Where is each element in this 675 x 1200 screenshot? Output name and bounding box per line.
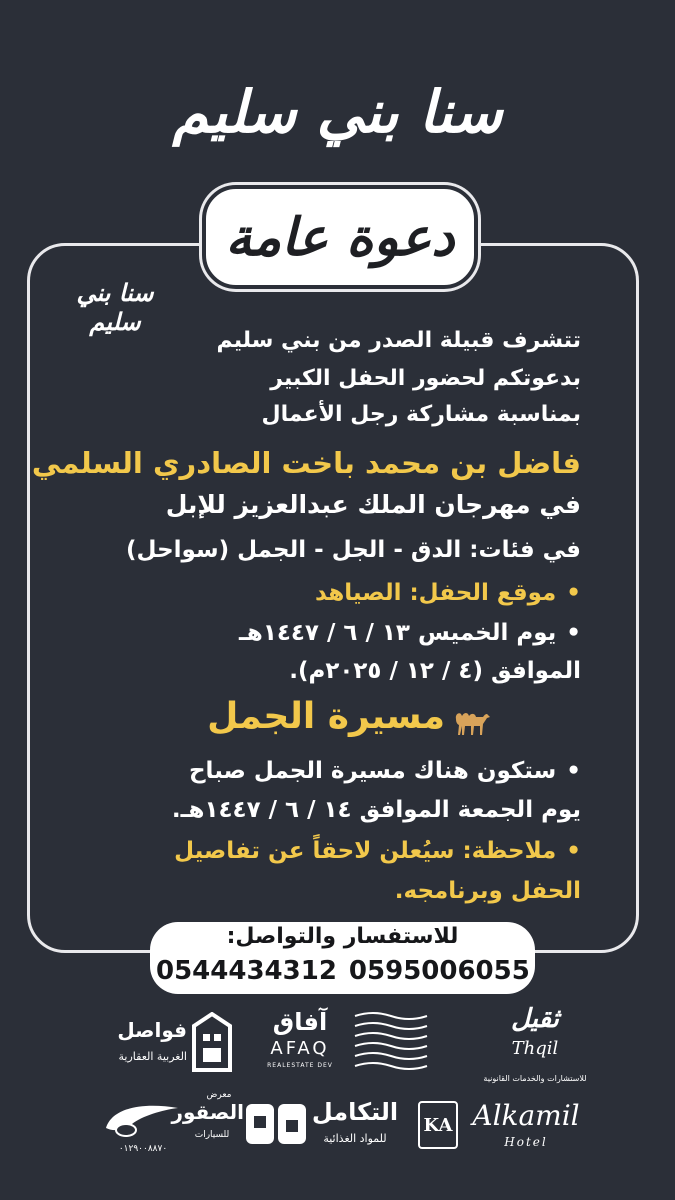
contact-label: للاستفسار والتواصل: xyxy=(226,924,459,949)
march-title: مسيرة الجمل xyxy=(207,696,445,737)
saqour-logo xyxy=(98,1090,248,1162)
tribe-calligraphy: سنا بني سليم xyxy=(172,78,503,146)
phone-number-1[interactable]: 0595006055 xyxy=(348,956,530,986)
intro-line-2: بدعوتكم لحضور الحفل الكبير xyxy=(270,366,581,391)
bullet-marker: • xyxy=(566,620,581,646)
small-calligraphy: سنا بني سليم xyxy=(76,278,154,336)
takamul-name: التكامل xyxy=(311,1098,399,1126)
note-line-2: الحفل وبرنامجه. xyxy=(394,878,581,904)
phone-number-2[interactable]: 0544434312 xyxy=(156,956,337,986)
date-hijri-text: يوم الخميس ١٣ / ٦ / ١٤٤٧هـ xyxy=(239,620,557,646)
alkamil-sub: Hotel xyxy=(504,1135,548,1149)
bullet-marker: • xyxy=(566,580,581,606)
afaq-logo xyxy=(255,1006,435,1076)
afaq-sub: REALESTATE DEV xyxy=(267,1062,333,1069)
alkamil-logo xyxy=(418,1095,588,1155)
thqil-arabic: ثقيل xyxy=(511,1004,559,1034)
contact-phones xyxy=(150,956,535,986)
invitation-title: دعوة عامة xyxy=(225,206,455,268)
note-line-1 xyxy=(61,838,581,864)
afaq-arabic: آفاق xyxy=(272,1008,328,1036)
date-hijri-line xyxy=(61,620,581,646)
march-line-2: يوم الجمعة الموافق ١٤ / ٦ / ١٤٤٧هـ. xyxy=(171,797,581,823)
march-line-1 xyxy=(61,758,581,784)
fawasel-logo xyxy=(105,1012,250,1074)
thqil-english: Thqil xyxy=(511,1038,559,1059)
bullet-marker: • xyxy=(566,838,581,864)
categories-line: في فئات: الدق - الجل - الجمل (سواحل) xyxy=(126,537,581,563)
fawasel-name: فواصل xyxy=(117,1018,187,1042)
saqour-sub: للسيارات xyxy=(194,1130,230,1140)
honoree-name: فاضل بن محمد باخت الصادري السلمي xyxy=(31,446,581,480)
saqour-name: الصقور xyxy=(171,1100,244,1124)
afaq-waves-icon xyxy=(353,1010,429,1072)
car-icon xyxy=(102,1098,182,1142)
alkamil-badge: KA xyxy=(418,1101,458,1149)
date-gregorian-line: الموافق (٤ / ١٢ / ٢٠٢٥م). xyxy=(289,658,581,684)
saqour-top: معرض xyxy=(206,1090,232,1100)
march-line-1-text: ستكون هناك مسيرة الجمل صباح xyxy=(188,758,557,784)
intro-line-1: تتشرف قبيلة الصدر من بني سليم xyxy=(216,328,581,353)
invitation-banner xyxy=(202,185,478,289)
venue-text: موقع الحفل: الصياهد xyxy=(315,580,557,606)
fawasel-building-icon xyxy=(190,1012,234,1072)
thqil-logo xyxy=(470,1004,600,1090)
note-line-1-text: ملاحظة: سيُعلن لاحقاً عن تفاصيل xyxy=(174,838,557,864)
takamul-sub: للمواد الغذائية xyxy=(323,1132,387,1145)
takamul-logo xyxy=(240,1092,400,1156)
fawasel-sub: الغربية العقارية xyxy=(118,1050,187,1063)
saqour-phone: ٠١٢٩٠٠٨٨٧٠ xyxy=(118,1144,168,1154)
bullet-marker: • xyxy=(566,758,581,784)
camel-icon xyxy=(452,705,492,739)
festival-line: في مهرجان الملك عبدالعزيز للإبل xyxy=(165,490,581,519)
intro-line-3: بمناسبة مشاركة رجل الأعمال xyxy=(261,402,581,427)
alkamil-name: Alkamil xyxy=(472,1099,580,1132)
takamul-emblem-icon xyxy=(244,1100,308,1148)
thqil-sub: للاستشارات والخدمات القانونية xyxy=(483,1074,587,1083)
afaq-english: AFAQ xyxy=(270,1038,330,1059)
venue-line xyxy=(61,580,581,606)
